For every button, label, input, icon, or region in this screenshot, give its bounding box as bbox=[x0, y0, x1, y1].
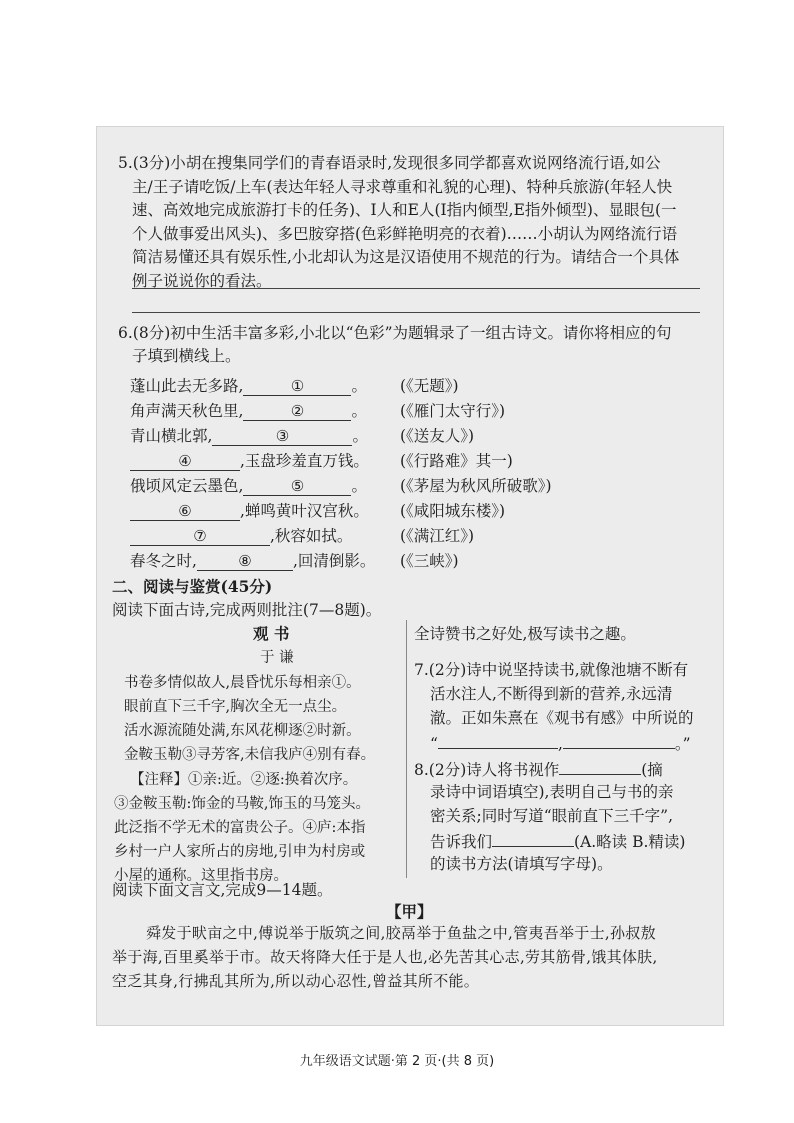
blank-3[interactable] bbox=[212, 427, 352, 446]
passage-line: 空乏其身,行拂乱其所为,所以动心忍性,曾益其所不能。 bbox=[112, 972, 480, 990]
q6-source-8: (《三峡》) bbox=[400, 552, 459, 570]
q5-line: 个人做事爱出风头)、多巴胺穿搭(色彩鲜艳明亮的衣着)……小胡认为网络流行语 bbox=[132, 224, 678, 243]
q6-intro-1: 6.(8分)初中生活丰富多彩,小北以“色彩”为题辑录了一组古诗文。请你将相应的句 bbox=[118, 324, 672, 342]
q6-row-5 bbox=[130, 474, 367, 496]
passage-line: 举于海,百里奚举于市。故天将降大任于是人也,必先苦其心志,劳其筋骨,饿其体肤, bbox=[112, 948, 658, 966]
blank-number: ⑥ bbox=[178, 502, 192, 520]
quote-close: 。” bbox=[674, 735, 691, 753]
q8-line: 的读书方法(请填写字母)。 bbox=[430, 855, 613, 873]
poem-author: 于 谦 bbox=[260, 650, 294, 666]
q6-source-7: (《满江红》) bbox=[400, 527, 475, 545]
q8-line bbox=[414, 756, 663, 780]
blank-number: ① bbox=[290, 377, 305, 395]
q5-answer-line[interactable] bbox=[132, 312, 700, 313]
poem-notes: ③金鞍玉勒:饰金的马鞍,饰玉的马笼头。 bbox=[114, 796, 370, 812]
q6-row-pre: 角声满天秋色里, bbox=[130, 402, 244, 420]
q8-text: (A.略读 B.精读) bbox=[574, 833, 686, 851]
q5-line: 速、高效地完成旅游打卡的任务)、I人和E人(I指内倾型,E指外倾型)、显眼包(一 bbox=[132, 201, 677, 219]
q6-row-7 bbox=[130, 524, 352, 546]
blank-number: ⑦ bbox=[193, 527, 207, 545]
question-5 bbox=[118, 152, 698, 293]
q8-line: 密关系;同时写道“眼前直下三千字”, bbox=[430, 807, 673, 825]
q8-blank-2[interactable] bbox=[492, 828, 574, 847]
q8-blank-1[interactable] bbox=[559, 756, 641, 775]
blank-number: ③ bbox=[275, 427, 290, 445]
q6-intro-2: 子填到横线上。 bbox=[132, 347, 241, 365]
q6-row-4 bbox=[130, 449, 369, 471]
blank-5[interactable] bbox=[243, 477, 351, 496]
q5-line: 主/王子请吃饭/上车(表达年轻人寻求尊重和礼貌的心理)、特种兵旅游(年轻人快 bbox=[132, 177, 673, 196]
blank-number: ⑤ bbox=[290, 477, 305, 495]
poem-intro: 阅读下面古诗,完成两则批注(7—8题)。 bbox=[112, 601, 382, 619]
poem-line: 活水源流随处满,东风花柳逐②时新。 bbox=[124, 723, 361, 739]
q6-source-1: (《无题》) bbox=[400, 377, 459, 395]
q5-line: 5.(3分)小胡在搜集同学们的青春语录时,发现很多同学都喜欢说网络流行语,如公 bbox=[118, 154, 661, 172]
poem-notes: 【注释】①亲:近。②逐:换着次序。 bbox=[130, 772, 358, 788]
q6-row-3 bbox=[130, 424, 368, 446]
q6-source-6: (《咸阳城东楼》) bbox=[400, 502, 506, 520]
q6-row-6 bbox=[130, 499, 369, 521]
q6-source-5: (《茅屋为秋风所破歌》) bbox=[400, 477, 552, 495]
q7-blank-1[interactable] bbox=[438, 730, 558, 749]
q8-text: 8.(2分)诗人将书视作 bbox=[414, 761, 560, 779]
blank-8[interactable] bbox=[197, 552, 293, 571]
q6-row-post: 。 bbox=[351, 377, 367, 395]
blank-number: ④ bbox=[178, 452, 192, 470]
q7-blank-2[interactable] bbox=[563, 730, 675, 749]
poem-notes: 此泛指不学无术的富贵公子。④庐:本指 bbox=[114, 820, 366, 836]
q6-row-post: 。 bbox=[351, 477, 367, 495]
blank-7[interactable] bbox=[130, 527, 270, 546]
q8-line bbox=[430, 828, 685, 852]
annotation-top: 全诗赞书之好处,极写读书之趣。 bbox=[414, 625, 636, 643]
q6-row-pre: 蓬山此去无多路, bbox=[130, 377, 244, 395]
quote-open: “ bbox=[430, 735, 438, 753]
classical-intro: 阅读下面文言文,完成9—14题。 bbox=[112, 881, 333, 899]
q6-row-1 bbox=[130, 374, 367, 396]
blank-number: ② bbox=[290, 402, 305, 420]
q8-text: 告诉我们 bbox=[430, 833, 493, 851]
q6-row-post: 。 bbox=[352, 427, 368, 445]
q6-row-post: ,秋容如拭。 bbox=[270, 527, 353, 545]
q6-row-2 bbox=[130, 399, 367, 421]
passage-line: 舜发于畎亩之中,傅说举于版筑之间,胶鬲举于鱼盐之中,管夷吾举于士,孙叔敖 bbox=[146, 924, 656, 942]
q5-answer-line[interactable] bbox=[132, 288, 700, 289]
blank-6[interactable] bbox=[130, 502, 240, 521]
q5-line: 简洁易懂还具有娱乐性,小北却认为这是汉语使用不规范的行为。请结合一个具体 bbox=[132, 248, 680, 266]
poem-line: 书卷多情似故人,晨昏忧乐每相亲①。 bbox=[124, 675, 361, 691]
passage-label: 【甲】 bbox=[386, 902, 433, 921]
poem-line: 金鞍玉勒③寻芳客,未信我庐④别有春。 bbox=[124, 747, 376, 763]
quote-mid: , bbox=[557, 735, 563, 753]
poem-title: 观 书 bbox=[253, 624, 290, 643]
q6-row-pre: 青山横北郭, bbox=[130, 427, 213, 445]
poem-notes: 乡村一户人家所占的房地,引申为村房或 bbox=[114, 844, 366, 860]
q5-line: 例子说说你的看法。 bbox=[132, 271, 272, 290]
page-footer: 九年级语文试题·第 2 页·(共 8 页) bbox=[299, 1054, 495, 1069]
q6-row-post: 。 bbox=[351, 402, 367, 420]
q8-text: (摘 bbox=[641, 761, 663, 779]
q8-line: 录诗中词语填空),表明自己与书的亲 bbox=[430, 783, 674, 801]
section-2-heading: 二、阅读与鉴赏(45分) bbox=[112, 577, 273, 596]
q6-row-post: ,玉盘珍羞直万钱。 bbox=[240, 452, 369, 470]
column-divider bbox=[406, 620, 407, 878]
q6-row-pre: 春冬之时, bbox=[130, 552, 197, 570]
blank-4[interactable] bbox=[130, 452, 240, 471]
q6-row-8 bbox=[130, 549, 375, 571]
blank-number: ⑧ bbox=[238, 552, 252, 570]
q6-source-4: (《行路难》其一) bbox=[400, 452, 513, 470]
blank-1[interactable] bbox=[243, 377, 351, 396]
q6-source-3: (《送友人》) bbox=[400, 427, 475, 445]
poem-line: 眼前直下三千字,胸次全无一点尘。 bbox=[124, 699, 347, 715]
blank-2[interactable] bbox=[243, 402, 351, 421]
q6-row-post: ,蝉鸣黄叶汉宫秋。 bbox=[240, 502, 369, 520]
q6-row-pre: 俄顷风定云墨色, bbox=[130, 477, 244, 495]
q7-line: 活水注人,不断得到新的营养,永远清 bbox=[430, 685, 673, 703]
q6-source-2: (《雁门太守行》) bbox=[400, 402, 506, 420]
poem-notes: 小屋的通称。这里指书房。 bbox=[114, 868, 288, 884]
q6-row-post: ,回清倒影。 bbox=[292, 552, 376, 570]
q7-answer bbox=[430, 730, 691, 754]
q7-line: 7.(2分)诗中说坚持读书,就像池塘不断有 bbox=[414, 661, 689, 679]
q7-line: 澈。正如朱熹在《观书有感》中所说的 bbox=[430, 709, 694, 727]
